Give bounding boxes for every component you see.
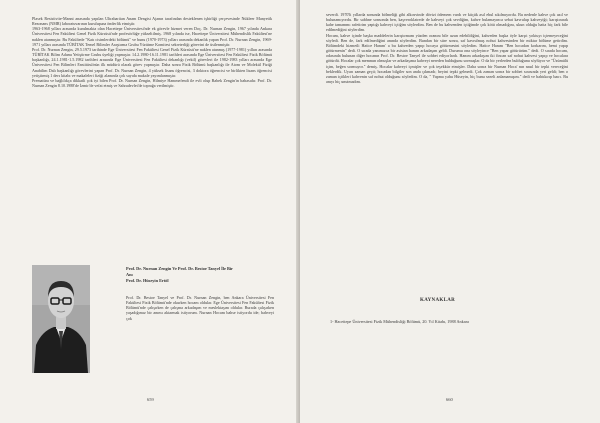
- caption-line-3: Prof. Dr. Hüseyin Ertöl: [126, 278, 169, 283]
- right-paragraph-2: Hocam, kahve içinde başka maddelerin karıştırmam yüzden oranını bile uzun edebildiğini, kahveden başka öyle karşıt yoktuyı içtemeyeceğini söyledi. Ben de, fark edilmediğini anında söylerdim. Bundan bir süre sonra, saf kavrulmuş nohut kahvesinden bir miktar bölüme getirdim. Bölümdeki hizmetli Hatice Hanım' a bu kahveden yapıp hocaya götürmesini söyledim. Hatice Hanım "Ben hocadan korkarım, hemi yapıp götürmenin" dedi. O sırada yanımızca bir asistan hanım arkadaşım geldi. Durumu ona söyleyince "Ben yapar götürürüm." dedi. O sırada hocam, odasında bulunan diğer hocanın Prof. Dr. Bestoe Tanyel ile sohbet ediyorlardı. Hanım arkadaşım iki fincan saf nohut kahvesi yapıp ve hocalara götürdü. Hocalar çok memnun olmuşlar ve arkadaşıma kahveyi nereden bulduğunu sormuşlar. O da bir yerlerden bulduğunu söylüyor ve "Üzümülü içim, beğen sormuyor." demiş. Hocalar kahveyi içmişler ve çok teşekkür etmişler. Daha sonra bir Nurnan Hoca' nın nasıl bir tepki vereceğini beklerdik. Uyarı zaman geçti; hocadan bilgiler son anda çıkmadı; beyini tepki gelmedi. Çok zaman sonra bir sohbet sırasında yeri geldi; ben o zaman içtikleri kahvenin saf nohut olduğunu söyledim. O da, " Yapma yahu Hüseyin, hiç bunu sezeli anlamamışım." dedi ve bahtıkırıp baırı. Bu anıyı hiç unutmadım.: [326, 32, 569, 85]
- references-heading: KAYNAKLAR: [420, 298, 456, 303]
- left-paragraph-1: Plasek Resistivite-Manni anasında yapılan Ultrabariian Anam Dengisi Ajanın tarafından desteklenen işbirliği çerçevesinde Nükleer Manyetik Rezonans (NMR) laboratuvarının kuruluşuna önderlik etmiştir.: [32, 16, 272, 27]
- portrait-photo: [32, 265, 90, 373]
- photo-caption: [126, 266, 276, 284]
- left-paragraph-3: Prof. Dr. Nurnan Zengin, 29.5.1973 tarihinde Ege Üniversitesi Fen Fakültesi Genel Fizik Kürsüsü'ne naklen atanmış (1977-1981) yılları arasında TÜBİTAK Bilim Adamı Yetiştirme Grubu üyeliği yapmıştır. 14.2.1980-16.11.1981 tarihleri arasında Ege Üniversitesi Fen Fakültesi Fizik Bölümü başkanlığı, 24.1.1981-1.5.1982 tarihleri arasında Ege Üniversitesi Fen Fakültesi dekanlığı (vekil) görevleri ile 1982-1983 yılları arasında Ege Üniversitesi Fen Bilimleri Enstitüsü'nün ilk müdürü olarak görev yapmıştır. Daha sonra Fizik Bölümü başkanlığı ile Atom ve Molekül Fiziği Anabilim Dalı başkanlığı görevlerini yapan Prof. Dr. Nurnan Zengin, 4 yüksek lisans öğrencisi, 3 doktora öğrencisi ve birlikten lisans öğrencisi yetiştirmiş 1 ders kitabı ve makaleleri fiziği alanında çok sayıda makale yayımlanmıştır.: [32, 46, 272, 78]
- caption-line-1: Prof. Dr. Nurnan Zengin Ve Prof. Dr. Bestoe Tanyel İle Bir: [126, 266, 233, 271]
- left-lower-paragraph: Prof. Dr. Bestoe Tanyel ve Prof. Dr. Nurnan Zengin, ben Ankara Üniversitesi Fen Fakültesi Fizik Bölümü'nde okurken hocam oldular. Ege Üniversitesi Fen Fakültesi Fizik Bölümü'nde çalışırken de çalışma arkadaşım ve meslektaşım oldular. Burada çalışırken yaşadığımız bir anımı aktarmak istiyorum. Nurnan Hocam bahse istiyordu ide; bahveyi çok: [126, 295, 274, 321]
- right-paragraph-1: severdi. 1970'li yıllarda sonunda bölmeliği gibi alkosvinde dövizi ödemem vardı ve küçük asıl ebul sıkılmıyordu. Bu nedenle kahve çok azıl ve bulunamıyordu. Bir sabhne sonsonda ben, kaşveroklatrede de kahveyi çok sevdiğim, kahve bulamayınca sebat kavrulup kahveyiği; karıştırarak kahe tamammı rafetirim yaptığı kahveyi içtiğim söylerdim. Ben de bu kahvenden içtiğimde çok kötü olmadığını, ukun olduğu hatta hiç fark bile edilmediğini söylerdim.: [326, 12, 568, 33]
- left-page-number: 659: [147, 397, 154, 402]
- right-page-number: 660: [446, 397, 453, 402]
- right-page-body-text: [326, 12, 568, 84]
- left-paragraph-4: Prematüra ve bağlılıkça dikkatli çok iyi bilen Prof. Dr. Nurnan Zengin, Hilmiye Hanımefendi ile evli olup Babek Zengin'in babasıdır. Prof. Dr. Nurnan Zengin 8.10.1988'de İzmir'de vefat etmiş ve Sahradevlet'de toprağa verilmiştir.: [32, 77, 272, 89]
- reference-item: 1- Hacettepe Üniversitesi Fizik Mühendisliği Bölümü, 20. Yıl Kitabı, 1988 Ankara: [330, 319, 469, 324]
- left-paragraph-2: 1963-1968 yılları arasında kurulmakta olan Hacettepe Üniversitesi'nde ek görevle hizmet veren Doç. Dr. Nurnan Zengin, 1967 yılında Ankara Üniversitesi Fen Fakültesi Genel Fizik Kürsüsü'nde profesörlüğe yükseltilmiş. 1968 yılında ise, Hacettepe Üniversitesi Mühendislik Fakültesi'ne naklen atanmıştır. Bu Fakültede "Katı cisimlerdeki bölümü" ve bunu (1970-1973) yılları arasında dekanlık yapan Prof. Dr. Nurnan Zengin, 1969-1971 yılları arasında TÜBİTAK Temel Bilimler Araştırma Grubu Yürütme Komitesi sekreterliği görevini de üstlenmiştir.: [32, 26, 272, 47]
- left-page-body-text: [32, 16, 272, 88]
- portrait-image: [32, 265, 90, 373]
- caption-line-2: Anı: [126, 272, 133, 277]
- left-lower-text: [126, 295, 274, 321]
